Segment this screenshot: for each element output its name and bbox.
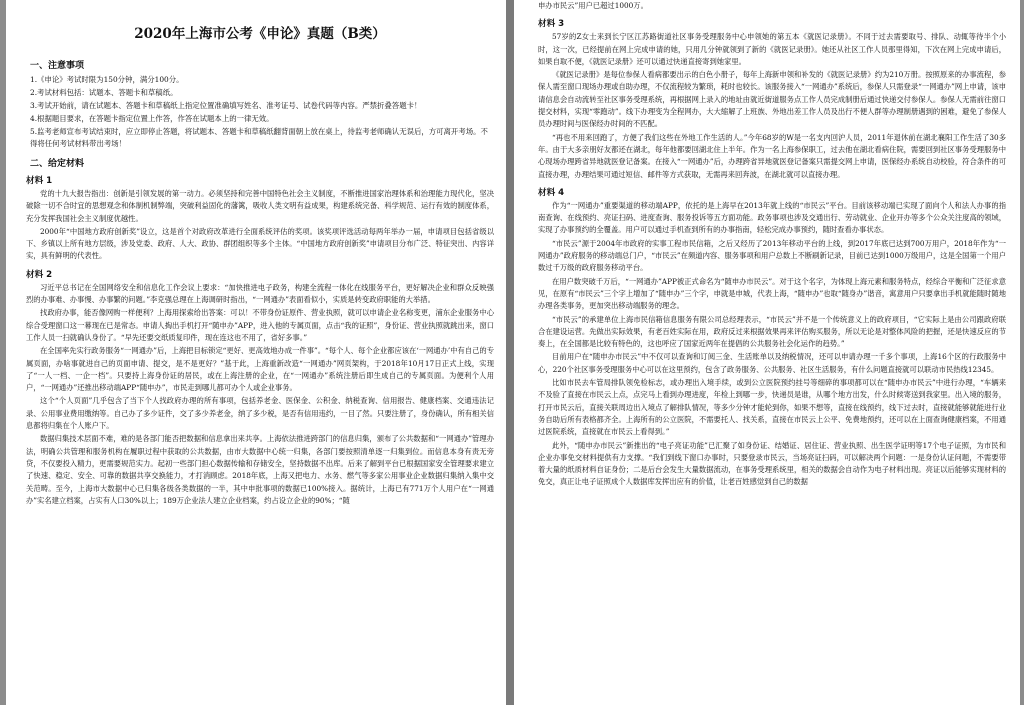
notice-item: 4.根据题目要求，在答题卡指定位置上作答，作答在试题本上的一律无效。 [30,114,274,123]
paragraph: 作为“一网通办”重要渠道的移动端APP，依托的是上海早在2013年就上线的“市民云”平台。目前该移动端已实现了面向个人和法人办事的指南查询、在线预约、亮证扫码、进度查询、服务投诉等五方面功能。政务事项也涉及交通出行、劳动就业、企业开办等多个公众关注度高的领域，实现了办事预约的全覆盖。用户可以通过手机查到所有的办事指南，轻松完成办事预约，随时查看办事状态。 [538,200,1006,235]
material-heading: 材料 1 [26,176,53,186]
notice-item: 5.监考老师宣布考试结束时，应立即停止答题，将试题本、答题卡和草稿纸翻背面朝上放在桌上，待监考老师确认无误后，方可离开考场。不得将任何考试材料带出考场！ [30,127,488,148]
paragraph: 比如市民去车管局排队领免检标志，或办理出入境手续，或到公立医院预约挂号等细碎的事项都可以在“随申办市民云”中进行办理，“车辆来不及验了直接在市民云上点，点完马上看到办理进度，年检上到哪一步，快递员是谁，从哪个地方出发，什么时候寄送到我家里。出入境的服务，打开市民云后，直接关联周边出入境点了解排队情况，等多少分钟才能轮到你，如果不想等，直接在线预约，线下过去时，直接就能够就能进行业务自助后所有表格都齐全。上海所有的公立医院，不需要托人、找关系，直接在市民云上公平、免费地预约，还可以在上面查询健康档案，不用通过医院系统，直接就在市民云上看得到。” [538,378,1006,437]
notice-item: 3.考试开始前，请在试题本、答题卡和草稿纸上指定位置准确填写姓名、准考证号、试卷代码等内容。严禁折叠答题卡！ [30,101,422,110]
material-heading: 材料 3 [538,19,565,30]
document-title: 2020年上海市公考《申论》真题（B类） [134,26,386,42]
notice-item: 1.《申论》考试时限为150分钟，满分100分。 [30,75,184,84]
section-heading-materials: 二、给定材料 [30,159,85,169]
paragraph: “市民云”的承建单位上海市民信箱信息服务有限公司总经理表示，“市民云”并不是一个传统意义上的政府项目，“它实际上是由公司跟政府联合在建设运营。先做出实际效果，有老百姓实际在用，政府反过来根据效果再来评估购买服务，所以无论是对整体风险的把握，还是快速反应的节奏上，在全国都是比较有特色的，这也呼应了国家近两年在提倡的公共服务社会化运作的趋势。” [538,314,1006,349]
paragraph: “再也不用来回跑了，方便了我们这些在外地工作生活的人。”今年68岁的W是一名支内回沪人员，2011年退休前在湖北襄阳工作生活了30多年。由于大多亲朋好友都还在湖北，每年他都要回湖北住上半年。作为一名上海参保职工，过去他在湖北看病住院，需要回到社区事务受理服务中心现场办理跨省异地就医登记备案。在接入“一网通办”后，办理跨省异地就医登记备案只需提交网上申请，医保经办系统自动校验，符合条件的可直接办理，办理结果可通过短信、邮件等方式获取，无需再来回奔波，在湖北就可以直接办理。 [538,132,1006,179]
paragraph: 在全国率先实行政务服务“一网通办”后，上海把目标锁定“更好、更高效地办成一件事”。“每个人、每个企业都应该在‘一网通办’中有自己的专属页面，办啥事就进自己的页面申请、提交，是不是更好？”基于此，上海重新改造“一网通办”网页架构，于2018年10月17日正式上线，实现了“一人一档、一企一档”。只要持上海身份证的居民，或在上海注册的企业，在“一网通办”系统注册后即生成自己的专属页面。为便利个人用户，“一网通办”还推出移动端APP“随申办”，市民走到哪儿都可办个人或企业事务。 [26,346,494,393]
material-heading: 材料 2 [26,269,53,280]
paragraph: 《就医记录册》是每位参保人看病都要出示的白色小册子，每年上海新申领和补发的《就医记录册》约为210万册。按照原来的办事流程，参保人需至窗口现场办理或自助办理，不仅流程较为繁琐，耗时也较长。该服务接入“一网通办”系统后，参保人只需登录“一网通办”网上申请，该申请信息会自动流转至社区事务受理系统，再根据网上录入的地址由就近街道服务点工作人员完成制册后通过快递交付参保人。参保人无需前往窗口提交材料，实现“零跑动”。线下办理变为全程网办，大大缩解了上班族、外地出差工作人员及出行不便人群等办理制册遇到的困难，避免了参保人员办理时间与医保经办时间的不匹配。 [538,70,1006,129]
paragraph: 找政府办事，能否像网购一样便利？上海用探索给出答案：可以！不带身份证原件、营业执照，就可以申请企业名称变更，浦东企业服务中心综合受理窗口这一幕现在已是常态。申请人掏出手机打开“随申办”APP，进入他的专属页面，点击“我的证照”，身份证、营业执照就跳出来，窗口工作人员一扫就确认身份了。“早先还要交纸质复印件，现在连这也不用了，省好多事。” [26,308,494,342]
paragraph-continued: 申办市民云”用户已超过1000万。 [538,1,648,10]
paragraph: 2000年“中国地方政府创新奖”设立，这是首个对政府改革进行全面系统评估的奖项。该奖项评选活动每两年举办一届，申请项目包括省级以下、乡镇以上所有地方层级，涉及党委、政府、人大、政协、群团组织等多个主体。“中国地方政府创新奖”申请项目分布广泛、特征突出、内容详实，具有鲜明的代表性。 [26,226,494,261]
paragraph: 党的十九大报告指出：创新是引领发展的第一动力。必须坚持和完善中国特色社会主义制度，不断推进国家治理体系和治理能力现代化，坚决破除一切不合时宜的思想观念和体制机制弊端，突破利益固化的藩篱，吸收人类文明有益成果，构建系统完备、科学规范、运行有效的制度体系，充分发挥我国社会主义制度优越性。 [26,189,494,223]
document-page-right [514,0,1020,705]
page-gap [506,0,514,705]
paragraph: 数据归集技术层面不难，难的是各部门能否把数据和信息拿出来共享。上海依法推进跨部门的信息归集，颁布了公共数据和“一网通办”管理办法，明确公共管理和服务机构在履职过程中获取的公共数据，由市大数据中心统一归集，各部门要按照清单逐一归集到位。而信息本身有责无旁贷，不仅要投入精力，更需要规范实力。起初一些部门担心数据传输和存储安全，坚持数据不出库。后来了解到平台已根据国家安全管理要求建立了快速、稳定、安全、可靠的数据共享交换能力，才打消顾虑。2018年底，上海又把电力、水务、燃气等多家公用事业企业数据归集纳入集中交关范畴。至今，上海市大数据中心已归集各级各类数据的一半，其中申批事项的数据已100%接入。据统计，上海已有771万个人用户在“一网通办”实名建立档案，占实有人口30%以上；189万企业法人建立企业档案，约占设立企业的90%；“随 [26,434,494,505]
paragraph: 习近平总书记在全国网络安全和信息化工作会议上要求：“加快推进电子政务，构建全流程一体化在线服务平台，更好解决企业和群众反映强烈的办事难、办事慢、办事繁的问题。”李克强总理在上海调研时指出，“一网通办”表面看似小，实质是转变政府职能的大举措。 [26,282,494,305]
section-heading-notice: 一、注意事项 [30,61,85,71]
paragraph: 此外，“随申办市民云”新推出的“电子亮证功能”已汇聚了如身份证、结婚证、居住证、营业执照、出生医学证明等17个电子证照，为市民和企业办事免交材料提供有力支撑。“我们到线下窗口办事时，只要登录市民云，当场亮证扫码，可以解决两个问题：一是身份认证问题，不需要带着大量的纸质材料自证身份；二是后台会发生大量数据流动，在事务受理系统里，相关的数据会自动作为电子材料出现。亮证以后能够实现材料的免交，真正让电子证照成个人数据库发挥出应有的价值，让老百姓感觉到自己的数据 [538,440,1006,487]
document-page-left [6,0,506,705]
paragraph: 在用户数突破千万后，“一网通办”APP被正式命名为“随申办市民云”。对于这个名字，为体现上海元素和服务特点，经综合平衡和广泛征求意见，在原有“市民云”三个字上增加了“随申办”三个字，申就是申城，代表上海，“随申办”也取“随身办”谐音，寓意用户只要拿出手机就能随时随地办理各类事务，更加突出移动端服务的理念。 [538,276,1006,311]
paragraph: 目前用户在“随申办市民云”中不仅可以查询和订阅三金、生活账单以及纳税情况，还可以申请办理一千多个事项，上海16个区的行政服务中心，220个社区事务受理服务中心可以在这里预约，包含了政务服务、公共服务、社区生活服务，有什么问题直接就可以联动市民热线12345。 [538,352,1006,374]
material-heading: 材料 4 [538,187,565,198]
notice-item: 2.考试材料包括：试题本、答题卡和草稿纸。 [30,88,178,97]
paragraph: 57岁的Z女士来到长宁区江苏路街道社区事务受理服务中心申领她的第五本《就医记录册》。不同于过去需要取号、排队、动辄等待半个小时，这一次，已经提前在网上完成申请的她，只用几分钟就领到了新的《就医记录册》。她还从社区工作人员那里得知，下次在网上完成申请后，如果自取不便，《就医记录册》还可以通过快递直接寄到她家里。 [538,32,1006,66]
paragraph: “市民云”源于2004年市政府的实事工程市民信箱，之后又经历了2013年移动平台的上线，到2017年底已达到700万用户，2018年作为“一网通办”政府服务的移动端总门户，“市民云”在频道内容、服务事项和用户总数上不断刷新记录，目前已达到1000万级用户，这是全国第一个用户数过千万级的政府服务移动平台。 [538,238,1006,273]
paragraph: 这个“个人页面”几乎包含了当下个人找政府办理的所有事项，包括养老金、医保金、公积金、纳税查询、信用报告、健康档案、交通违法记录、公用事业费用缴纳等。自己办了多少证件，交了多少养老金，纳了多少税，是否有信用违约，一目了然。只要注册了，身份确认，所有相关信息都将归集在个人账户下。 [26,396,494,431]
